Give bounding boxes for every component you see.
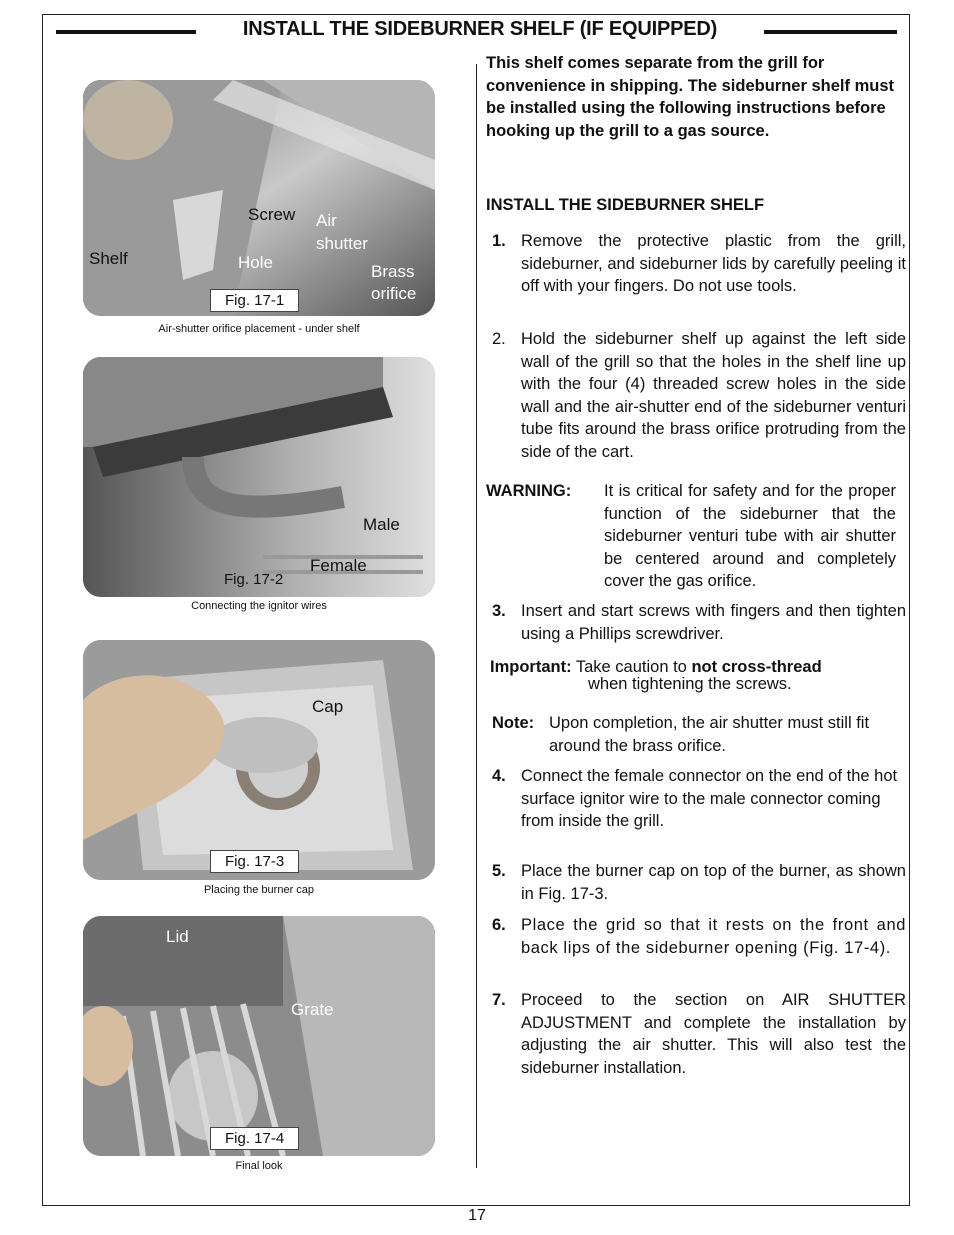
fig2-label-female: Female xyxy=(310,556,367,575)
fig1-label-shelf: Shelf xyxy=(89,249,128,268)
fig2-caption: Connecting the ignitor wires xyxy=(191,600,327,612)
step-text: Remove the protective plastic from the grill, sideburner, and sideburner lids by carefully peeling it off with your fingers. Do not use tools. xyxy=(521,232,906,295)
step-text: Insert and start screws with fingers and then tighten using a Phillips screwdriver. xyxy=(521,602,906,643)
fig1-label-screw: Screw xyxy=(248,205,296,224)
fig4-caption: Final look xyxy=(235,1160,283,1172)
step-number: 4. xyxy=(492,767,506,785)
note-key: Note: xyxy=(492,714,535,732)
fig4-tag: Fig. 17-4 xyxy=(210,1127,299,1150)
step-5 xyxy=(492,860,906,905)
step-1 xyxy=(492,230,906,298)
fig2-label-male: Male xyxy=(363,515,400,534)
fig3-label-cap: Cap xyxy=(312,697,344,716)
important-pre: Take caution to xyxy=(575,658,687,676)
fig4-label-lid: Lid xyxy=(166,927,189,946)
step-7 xyxy=(492,989,906,1079)
warning-text: It is critical for safety and for the proper function of the sideburner that the sideburner venturi tube with air shutter be centered around and completely cover the gas orifice. xyxy=(604,482,896,590)
step-4 xyxy=(492,765,906,833)
step-number: 2. xyxy=(492,330,506,348)
intro-paragraph: This shelf comes separate from the grill for convenience in shipping. The sideburner shelf must be installed using the following instructions before hooking up the grill to a gas source. xyxy=(486,54,894,140)
page-title: INSTALL THE SIDEBURNER SHELF (IF EQUIPPED) xyxy=(242,18,718,40)
page-number: 17 xyxy=(468,1207,486,1224)
note-block xyxy=(492,712,902,757)
step-2 xyxy=(492,328,906,463)
section-subhead: INSTALL THE SIDEBURNER SHELF xyxy=(486,196,765,214)
fig3-tag: Fig. 17-3 xyxy=(210,850,299,873)
step-text: Proceed to the section on AIR SHUTTER ADJUSTMENT and complete the installation by adjusting the air shutter. This will also test the sideburner installation. xyxy=(521,991,906,1077)
fig1-label-shutter: shutter xyxy=(316,234,368,253)
important-post: when tightening the screws. xyxy=(588,674,792,693)
fig1-label-hole: Hole xyxy=(238,253,273,272)
step-3 xyxy=(492,600,906,645)
note-text: Upon completion, the air shutter must still fit around the brass orifice. xyxy=(549,714,870,755)
step-number: 1. xyxy=(492,232,506,250)
step-text: Hold the sideburner shelf up against the left side wall of the grill so that the holes in the shelf line up with the four (4) threaded screw holes in the side wall and the air-shutter end of the sideburner venturi tube fits around the brass orifice protruding from the side of the cart. xyxy=(521,330,906,461)
fig1-label-air: Air xyxy=(316,211,337,230)
step-number: 3. xyxy=(492,602,506,620)
fig4-label-grate: Grate xyxy=(291,1000,334,1019)
figure-17-4-photo xyxy=(83,916,435,1156)
fig3-caption: Placing the burner cap xyxy=(203,884,315,896)
important-bold: not cross-thread xyxy=(691,658,822,676)
instructions-column xyxy=(486,52,906,1077)
fig1-label-brass: Brass xyxy=(371,262,415,281)
figure-17-3-photo xyxy=(83,640,435,880)
fig1-tag: Fig. 17-1 xyxy=(210,289,299,312)
warning-block xyxy=(486,480,896,593)
step-number: 7. xyxy=(492,991,506,1009)
figure-17-2-photo xyxy=(83,357,435,597)
warning-key: WARNING: xyxy=(486,482,572,500)
important-block xyxy=(490,656,900,695)
fig1-label-orifice: orifice xyxy=(371,284,417,303)
column-divider xyxy=(476,64,477,1168)
step-number: 6. xyxy=(492,916,506,934)
fig1-caption: Air-shutter orifice placement - under shelf xyxy=(158,323,360,335)
header-rule-right xyxy=(764,30,897,34)
step-text: Connect the female connector on the end of the hot surface ignitor wire to the male connector coming from inside the grill. xyxy=(521,767,898,830)
fig2-tag: Fig. 17-2 xyxy=(224,571,284,588)
step-6 xyxy=(492,914,906,959)
step-number: 5. xyxy=(492,862,506,880)
step-text: Place the grid so that it rests on the front and back lips of the sideburner opening (Fig. 17-4). xyxy=(521,916,906,957)
important-key: Important: xyxy=(490,658,572,676)
header-rule-left xyxy=(56,30,196,34)
step-text: Place the burner cap on top of the burner, as shown in Fig. 17-3. xyxy=(521,862,906,903)
